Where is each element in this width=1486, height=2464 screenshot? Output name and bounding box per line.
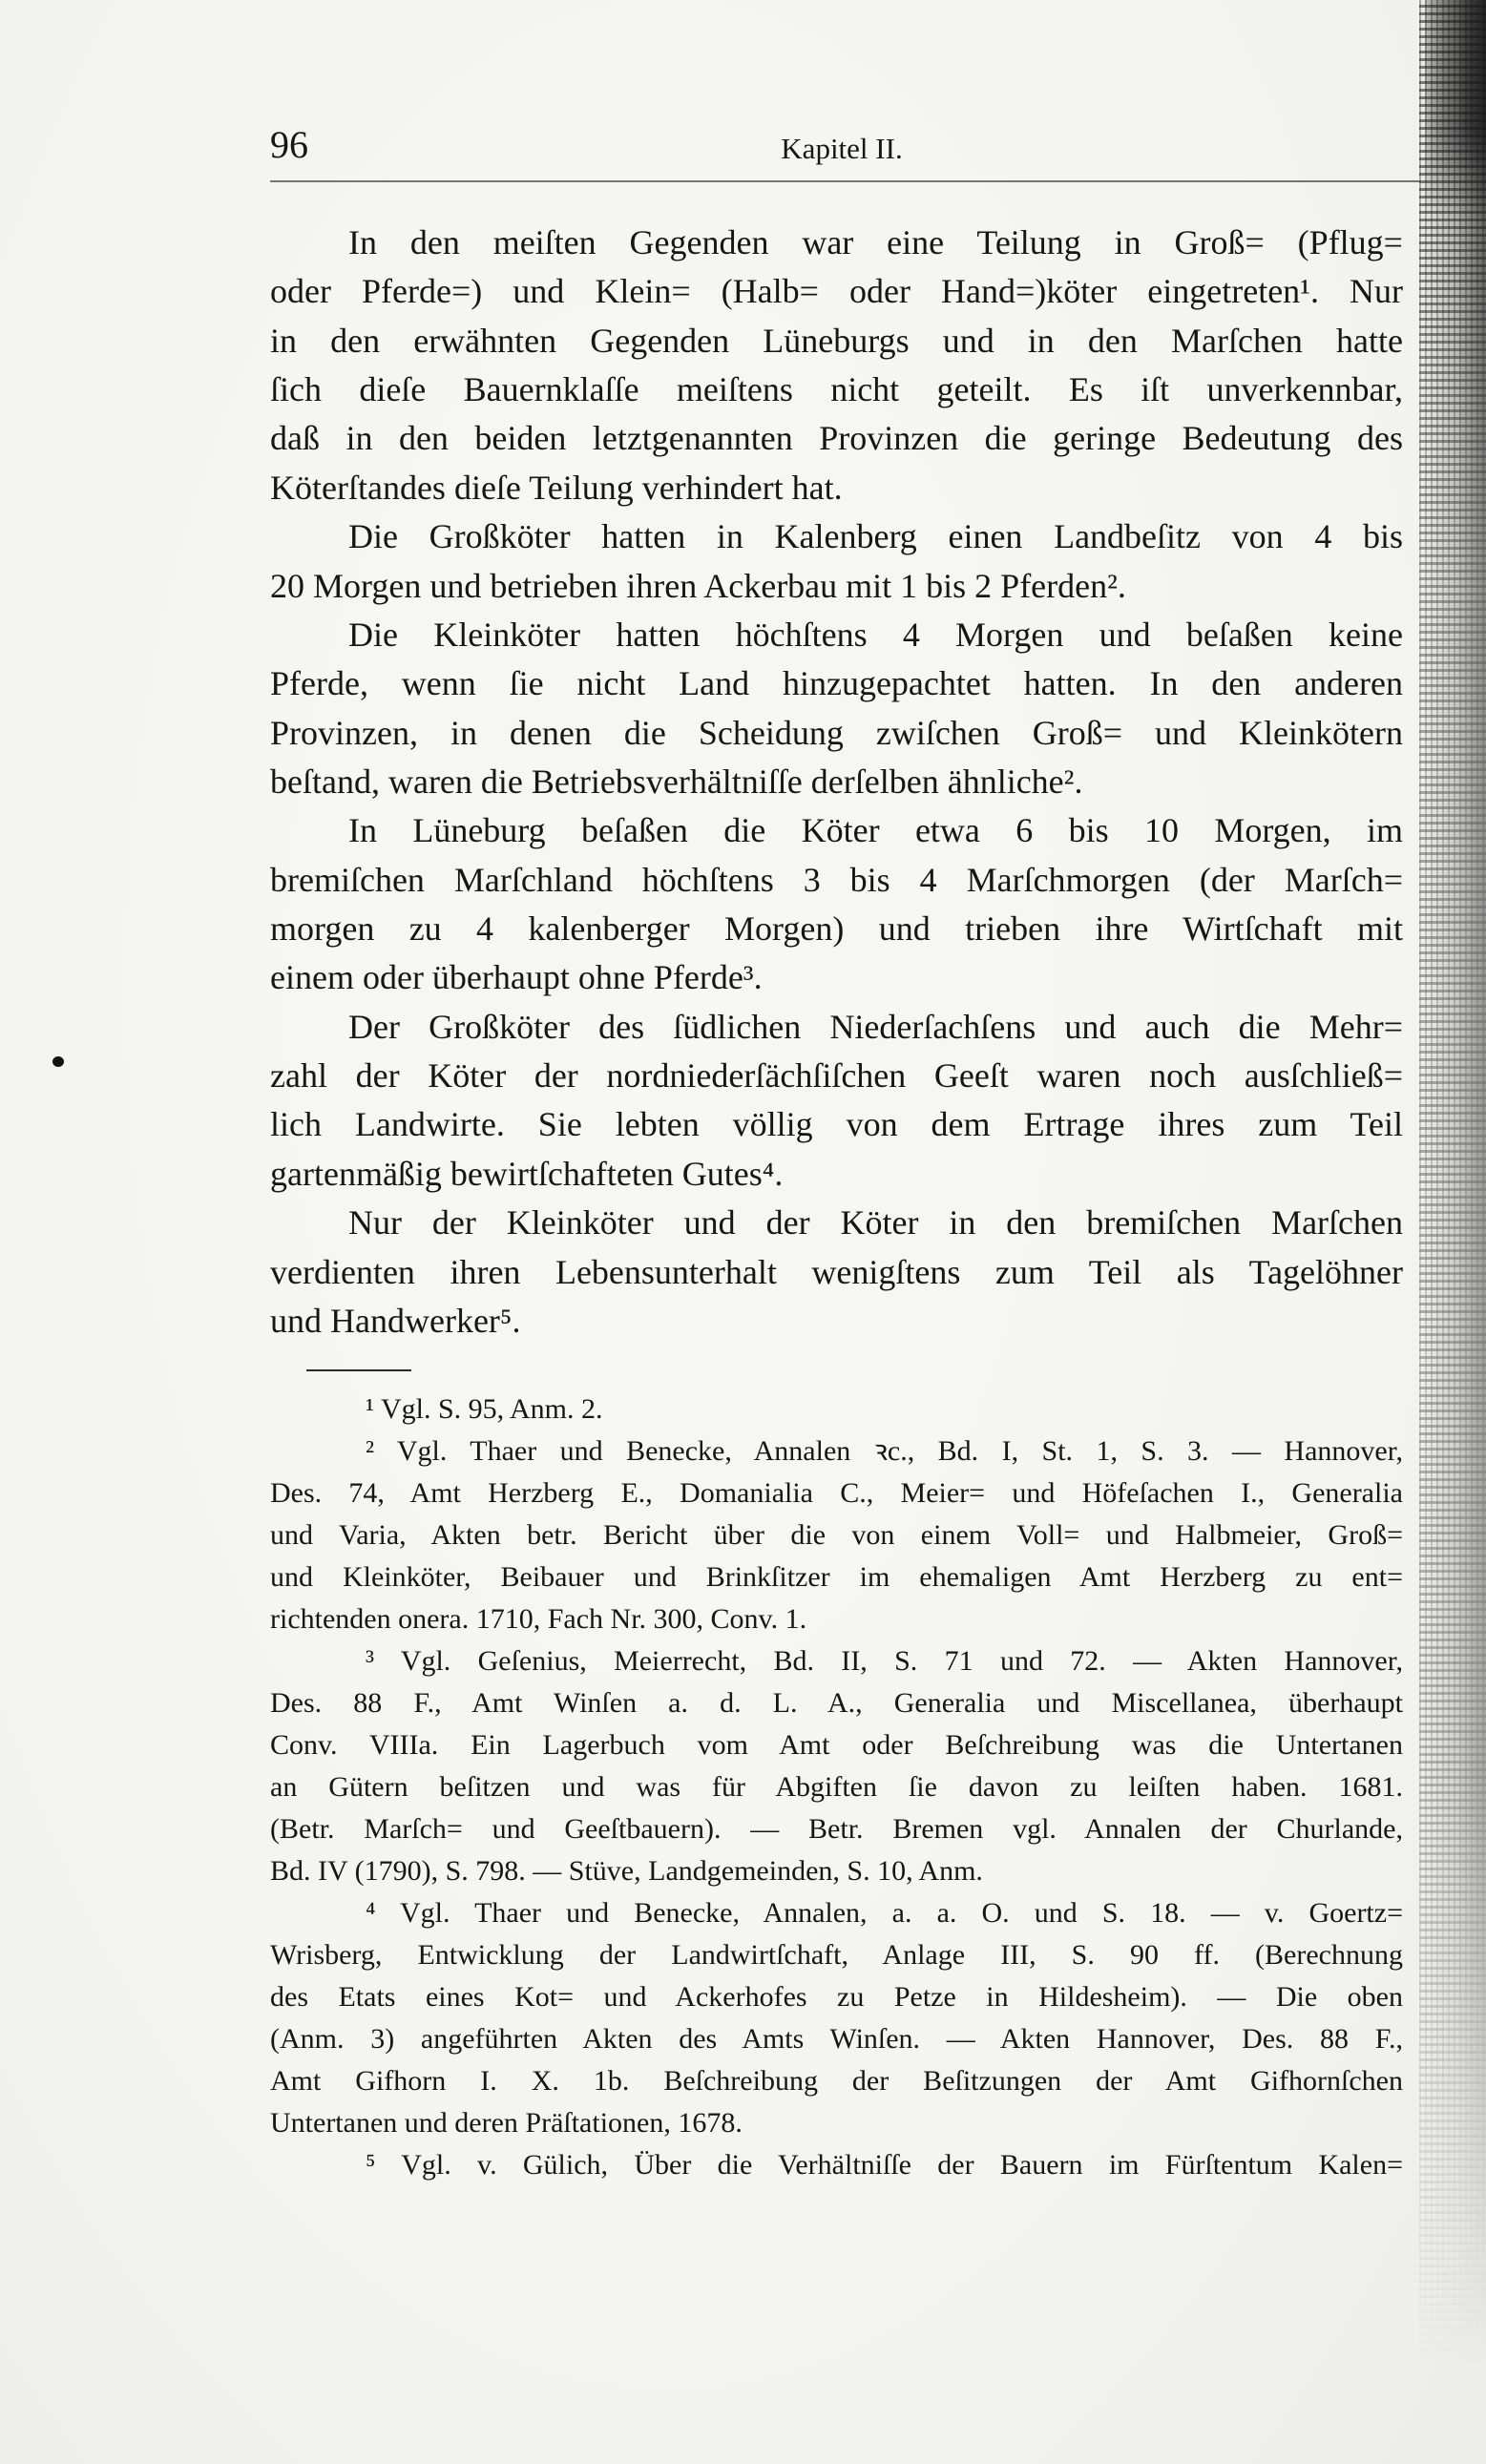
footnote-line: Bd. IV (1790), S. 798. — Stüve, Landgemeinden, S. 10, Anm. (270, 1855, 983, 1887)
text-line: Nur der Kleinköter und der Köter in den bremiſchen Marſchen (348, 1203, 1403, 1242)
text-line: bremiſchen Marſchland höchſtens 3 bis 4 Marſchmorgen (der Marſch= (270, 860, 1403, 899)
text-line: oder Pferde=) und Klein= (Halb= oder Hand=)köter eingetreten¹. Nur (270, 272, 1403, 311)
footnote-separator (306, 1369, 411, 1371)
footnote-line: richtenden onera. 1710, Fach Nr. 300, Conv. 1. (270, 1603, 807, 1635)
text-line: daß in den beiden letztgenannten Provinzen die geringe Bedeutung des (270, 419, 1403, 458)
running-title: Kapitel II. (781, 132, 903, 165)
paragraph (270, 806, 1403, 1002)
footnote-line: und Kleinköter, Beibauer und Brinkſitzer im ehemaligen Amt Herzberg zu ent= (270, 1561, 1403, 1593)
paragraph (270, 1199, 1403, 1346)
paragraph (270, 512, 1403, 611)
footnote-line: und Varia, Akten betr. Bericht über die von einem Voll= und Halbmeier, Groß= (270, 1519, 1403, 1551)
footnote-line: Des. 74, Amt Herzberg E., Domanialia C., Meier= und Höfeſachen I., Generalia (270, 1477, 1403, 1509)
text-line: in den erwähnten Gegenden Lüneburgs und in den Marſchen hatte (270, 321, 1403, 360)
footnote-line: ⁴ Vgl. Thaer und Benecke, Annalen, a. a. O. und S. 18. — v. Goertz= (366, 1897, 1403, 1929)
margin-speck (52, 1056, 64, 1067)
text-line: verdienten ihren Lebensunterhalt wenigſtens zum Teil als Tagelöhner (270, 1252, 1403, 1291)
text-line: In Lüneburg beſaßen die Köter etwa 6 bis 10 Morgen, im (348, 811, 1403, 850)
footnote-line: ³ Vgl. Geſenius, Meierrecht, Bd. II, S. 71 und 72. — Akten Hannover, (366, 1645, 1403, 1677)
footnote-line: Des. 88 F., Amt Winſen a. d. L. A., Generalia und Miscellanea, überhaupt (270, 1687, 1403, 1719)
text-line: gartenmäßig bewirtſchafteten Gutes⁴. (270, 1154, 784, 1193)
footnote (270, 2144, 1403, 2186)
footnote-line: ² Vgl. Thaer und Benecke, Annalen ꝛc., Bd. I, St. 1, S. 3. — Hannover, (366, 1435, 1403, 1467)
footnote (270, 1892, 1403, 2144)
text-line: Die Großköter hatten in Kalenberg einen Landbeſitz von 4 bis (348, 517, 1403, 556)
footnote-line: (Betr. Marſch= und Geeſtbauern). — Betr. Bremen vgl. Annalen der Churlande, (270, 1813, 1403, 1845)
text-line: zahl der Köter der nordniederſächſiſchen Geeſt waren noch ausſchließ= (270, 1056, 1403, 1096)
paragraph (270, 219, 1403, 512)
text-line: einem oder überhaupt ohne Pferde³. (270, 958, 763, 997)
header-rule (270, 180, 1420, 182)
footnote-line: Wrisberg, Entwicklung der Landwirtſchaft, Anlage III, S. 90 ff. (Berechnung (270, 1939, 1403, 1971)
paragraph (270, 611, 1403, 806)
footnote-line: Untertanen und deren Präſtationen, 1678. (270, 2107, 743, 2139)
text-line: Pferde, wenn ſie nicht Land hinzugepachtet hatten. In den anderen (270, 664, 1403, 703)
text-line: Die Kleinköter hatten höchſtens 4 Morgen und beſaßen keine (348, 615, 1403, 654)
page-number: 96 (270, 123, 308, 166)
text-line: Der Großköter des ſüdlichen Niederſachſens und auch die Mehr= (348, 1007, 1403, 1046)
footnote-line: des Etats eines Kot= und Ackerhofes zu Petze in Hildesheim). — Die oben (270, 1981, 1403, 2013)
page-edge-shadow (1419, 0, 1486, 2367)
footnote-line: Conv. VIIIa. Ein Lagerbuch vom Amt oder Beſchreibung was die Untertanen (270, 1729, 1403, 1761)
footnote-line: Amt Gifhorn I. X. 1b. Beſchreibung der Beſitzungen der Amt Gifhornſchen (270, 2065, 1403, 2097)
footnote-line: (Anm. 3) angeführten Akten des Amts Winſen. — Akten Hannover, Des. 88 F., (270, 2023, 1403, 2055)
text-line: beſtand, waren die Betriebsverhältniſſe derſelben ähnliche². (270, 762, 1083, 801)
footnote-line: ¹ Vgl. S. 95, Anm. 2. (366, 1393, 603, 1425)
paragraph (270, 1003, 1403, 1199)
footnote (270, 1389, 1403, 1430)
footnote (270, 1430, 1403, 1640)
text-line: und Handwerker⁵. (270, 1301, 521, 1340)
main-text (270, 219, 1403, 1346)
footnotes (270, 1389, 1403, 2186)
text-line: lich Landwirte. Sie lebten völlig von dem Ertrage ihres zum Teil (270, 1105, 1403, 1144)
text-line: Köterſtandes dieſe Teilung verhindert hat. (270, 468, 843, 507)
text-line: morgen zu 4 kalenberger Morgen) und trieben ihre Wirtſchaft mit (270, 909, 1403, 949)
footnote (270, 1640, 1403, 1892)
footnote-line: ⁵ Vgl. v. Gülich, Über die Verhältniſſe der Bauern im Fürſtentum Kalen= (366, 2149, 1403, 2181)
text-line: ſich dieſe Bauernklaſſe meiſtens nicht geteilt. Es iſt unverkennbar, (270, 370, 1403, 409)
text-line: Provinzen, in denen die Scheidung zwiſchen Groß= und Kleinkötern (270, 713, 1403, 752)
footnote-line: an Gütern beſitzen und was für Abgiften ſie davon zu leiſten haben. 1681. (270, 1771, 1403, 1803)
text-line: 20 Morgen und betrieben ihren Ackerbau mit 1 bis 2 Pferden². (270, 566, 1126, 605)
text-line: In den meiſten Gegenden war eine Teilung in Groß= (Pflug= (348, 223, 1403, 261)
